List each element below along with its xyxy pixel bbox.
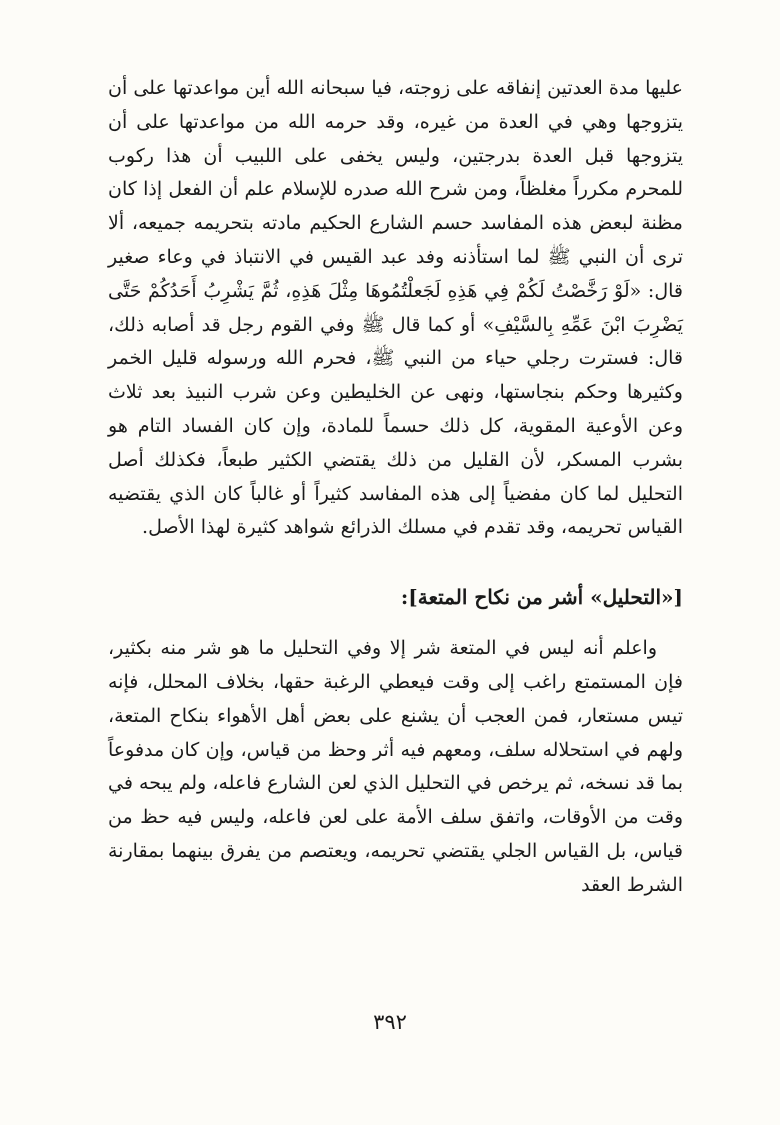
section-heading: [«التحليل» أشر من نكاح المتعة]:	[400, 585, 683, 610]
paragraph-continuation: عليها مدة العدتين إنفاقه على زوجته، فيا سبحانه الله أين مواعدتها على أن يتزوجها وهي في العدة من غيره، وقد حرمه الله من مواعدتها على أن يتزوجها قبل العدة بدرجتين، وليس يخفى على اللبيب أن هذا ركوب للمحرم مكرراً مغلظاً، ومن شرح الله صدره للإسلام علم أن الفعل إذا كان مظنة لبعض هذه المفاسد حسم الشارع الحكيم مادته بتحريمه جميعه، ألا ترى أن النبي ﷺ لما استأذنه وفد عبد القيس في الانتباذ في وعاء صغير قال: «لَوْ رَخَّصْتُ لَكُمْ فِي هَذِهِ لَجَعلْتُمُوهَا مِثْلَ هَذِهِ، ثُمَّ يَشْرِبُ أَحَدُكُمْ حَتَّى يَضْرِبَ ابْنَ عَمِّهِ بِالسَّيْفِ» أو كما قال ﷺ وفي القوم رجل قد أصابه ذلك، قال: فسترت رجلي حياء من النبي ﷺ، فحرم الله ورسوله قليل الخمر وكثيرها وحكم بنجاستها، ونهى عن الخليطين وعن شرب النبيذ بعد ثلاث وعن الأوعية المقوية، كل ذلك حسماً للمادة، وإن كان الفساد التام هو بشرب المسكر، لأن القليل من ذلك يقتضي الكثير طبعاً، فكذلك أصل التحليل لما كان مفضياً إلى هذه المفاسد كثيراً أو غالباً كان الذي يقتضيه القياس تحريمه، وقد تقدم في مسلك الذرائع شواهد كثيرة لهذا الأصل.	[108, 77, 683, 539]
paragraph-text: واعلم أنه ليس في المتعة شر إلا وفي التحليل ما هو شر منه بكثير، فإن المستمتع راغب إلى وقت فيعطي الرغبة حقها، بخلاف المحلل، فإنه تيس مستعار، فمن العجب أن يشنع على بعض أهل الأهواء بنكاح المتعة، ولهم في استحلاله سلف، ومعهم فيه أثر وحظ من قياس، وإن كان مدفوعاً بما قد نسخه، ثم يرخص في التحليل الذي لعن الشارع فاعله، ولم يبحه في وقت من الأوقات، واتفق سلف الأمة على لعن فاعله، وليس فيه حظ من قياس، بل القياس الجلي يقتضي تحريمه، ويعتصم من يفرق بينهما بمقارنة الشرط العقد	[108, 637, 683, 896]
page-body	[108, 72, 683, 903]
page-number: ٣٩٢	[373, 1010, 407, 1034]
paragraph-body	[108, 632, 683, 902]
